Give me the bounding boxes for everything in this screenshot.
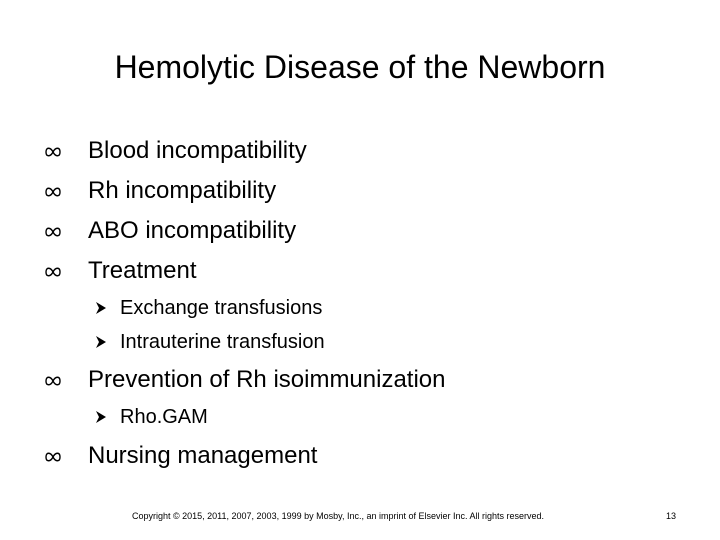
sub-bullet-text: Intrauterine transfusion — [120, 331, 325, 353]
infinity-bullet-icon — [44, 450, 62, 464]
infinity-bullet-icon — [44, 374, 62, 388]
sub-bullet-item — [0, 402, 700, 436]
sub-bullet-item — [0, 293, 700, 327]
page-number: 13 — [666, 511, 677, 521]
arrowhead-bullet-icon — [95, 335, 107, 349]
infinity-bullet-icon — [44, 145, 62, 159]
sub-bullet-text: Rho.GAM — [120, 406, 208, 428]
bullet-text: Blood incompatibility — [88, 137, 307, 164]
sub-bullet-text: Exchange transfusions — [120, 297, 323, 319]
slide-title: Hemolytic Disease of the Newborn — [114, 49, 606, 85]
bullet-text: Nursing management — [88, 442, 318, 469]
arrowhead-bullet-icon — [95, 410, 107, 424]
infinity-bullet-icon — [44, 265, 62, 279]
bullet-item — [0, 363, 700, 397]
infinity-bullet-icon — [44, 225, 62, 239]
bullet-text: Rh incompatibility — [88, 177, 277, 204]
bullet-item — [0, 134, 700, 168]
bullet-item — [0, 439, 700, 473]
copyright-footer: Copyright © 2015, 2011, 2007, 2003, 1999 by Mosby, Inc., an imprint of Elsevier Inc. All rights reserved. — [132, 511, 545, 521]
sub-bullet-item — [0, 327, 700, 361]
bullet-item — [0, 174, 700, 208]
bullet-text: Treatment — [88, 257, 197, 284]
bullet-item — [0, 214, 700, 248]
arrowhead-bullet-icon — [95, 301, 107, 315]
bullet-item — [0, 254, 700, 288]
bullet-text: Prevention of Rh isoimmunization — [88, 366, 446, 393]
bullet-text: ABO incompatibility — [88, 217, 297, 244]
infinity-bullet-icon — [44, 185, 62, 199]
